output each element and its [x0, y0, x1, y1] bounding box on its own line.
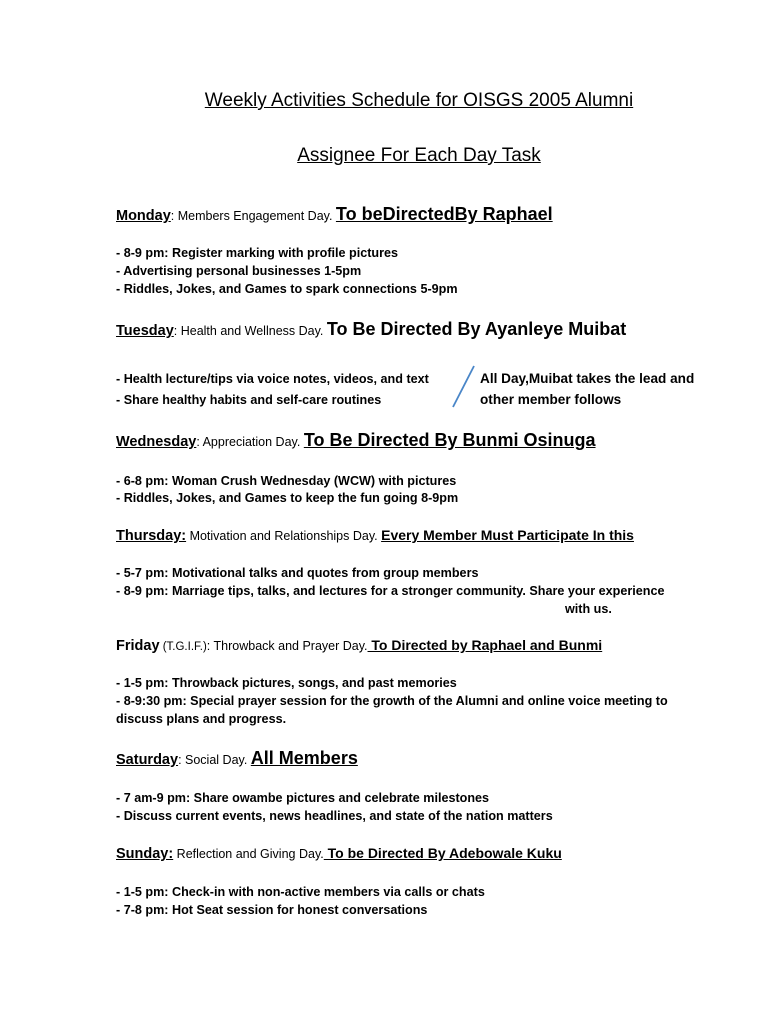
monday-heading: Monday: Members Engagement Day. To beDirectedBy Raphael	[116, 204, 553, 224]
friday-heading	[116, 637, 602, 654]
list-item: - Riddles, Jokes, and Games to keep the fun going 8-9pm	[116, 491, 459, 505]
day-assignee: To beDirectedBy Raphael	[335, 204, 553, 224]
list-item: - Health lecture/tips via voice notes, videos, and text	[116, 372, 429, 386]
list-item: - 5-7 pm: Motivational talks and quotes from group members	[116, 566, 479, 580]
day-description: Social Day.	[181, 753, 251, 767]
list-item: - 1-5 pm: Throwback pictures, songs, and past memories	[116, 676, 457, 690]
list-item: - 8-9 pm: Marriage tips, talks, and lectures for a stronger community. Share your experience	[116, 584, 665, 598]
list-item: - 1-5 pm: Check-in with non-active members via calls or chats	[116, 885, 485, 899]
list-item: - Riddles, Jokes, and Games to spark connections 5-9pm	[116, 282, 458, 296]
day-assignee: To Be Directed By Ayanleye Muibat	[326, 319, 627, 339]
day-description: : Throwback and Prayer Day.	[206, 639, 368, 653]
day-name: Wednesday	[116, 434, 197, 450]
list-item: - Share healthy habits and self-care routines	[116, 393, 382, 407]
divider-slash	[446, 365, 476, 411]
day-name: Thursday:	[116, 528, 187, 544]
day-name: Tuesday	[116, 323, 174, 339]
list-item: - 7 am-9 pm: Share owambe pictures and celebrate milestones	[116, 791, 490, 805]
document-title: Weekly Activities Schedule for OISGS 2005 Alumni	[204, 90, 634, 111]
day-tag: (T.G.I.F.)	[159, 641, 207, 653]
list-item: - 8-9 pm: Register marking with profile pictures	[116, 246, 399, 260]
tuesday-note: other member follows	[480, 392, 622, 407]
document-subtitle: Assignee For Each Day Task	[297, 145, 541, 166]
day-description: Health and Wellness Day.	[177, 324, 327, 338]
day-description: Members Engagement Day.	[174, 209, 336, 223]
saturday-heading: Saturday: Social Day. All Members	[116, 748, 358, 768]
list-item: - Discuss current events, news headlines, and state of the nation matters	[116, 809, 553, 823]
list-item: with us.	[565, 602, 612, 616]
day-name: Monday	[116, 208, 171, 224]
day-description: Appreciation Day.	[199, 435, 304, 449]
list-item: - 8-9:30 pm: Special prayer session for the growth of the Alumni and online voice meeting to	[116, 694, 668, 708]
list-item: - 6-8 pm: Woman Crush Wednesday (WCW) with pictures	[116, 474, 457, 488]
day-assignee: All Members	[250, 748, 358, 768]
day-assignee: To be Directed By Adebowale Kuku	[323, 845, 562, 861]
day-name: Friday	[116, 638, 160, 654]
day-assignee: To Directed by Raphael and Bunmi	[367, 637, 603, 653]
day-name: Sunday:	[116, 846, 174, 862]
list-item: discuss plans and progress.	[116, 712, 287, 726]
day-description: Motivation and Relationships Day.	[186, 529, 382, 543]
day-assignee: To Be Directed By Bunmi Osinuga	[303, 430, 596, 450]
list-item: - Advertising personal businesses 1-5pm	[116, 264, 362, 278]
tuesday-heading: Tuesday: Health and Wellness Day. To Be Directed By Ayanleye Muibat	[116, 319, 627, 339]
list-item: - 7-8 pm: Hot Seat session for honest conversations	[116, 903, 428, 917]
tuesday-note: All Day,Muibat takes the lead and	[480, 371, 695, 386]
day-name: Saturday	[116, 752, 179, 768]
sunday-heading	[116, 845, 562, 862]
day-description: Reflection and Giving Day.	[173, 847, 324, 861]
day-assignee: Every Member Must Participate In this	[381, 527, 634, 543]
wednesday-heading: Wednesday: Appreciation Day. To Be Directed By Bunmi Osinuga	[116, 430, 596, 450]
thursday-heading	[116, 527, 634, 544]
